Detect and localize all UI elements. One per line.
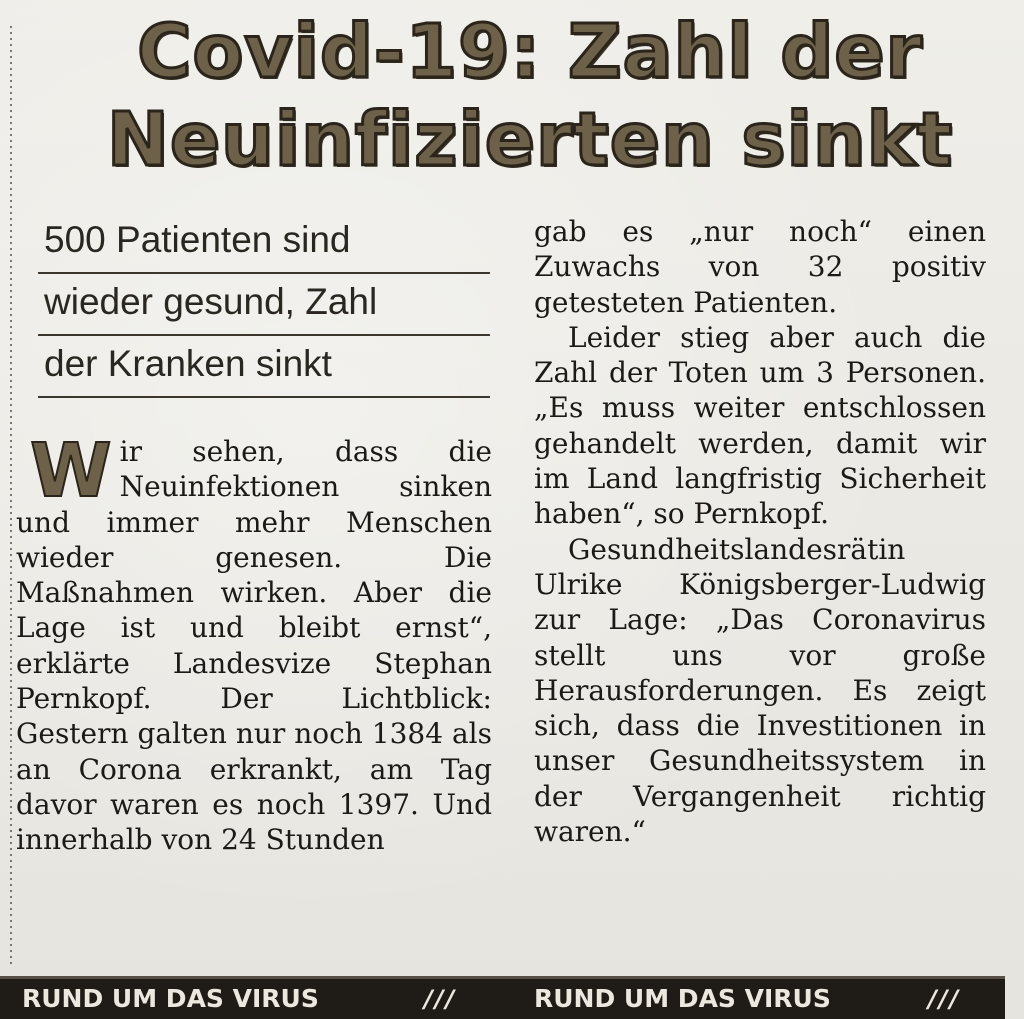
article-column-right	[534, 214, 986, 849]
article-paragraph-continued: gab es „nur noch“ einen Zuwachs von 32 positiv getesteten Patienten.	[534, 215, 986, 319]
article-paragraph-3: Gesundheitslandesrätin Ulrike Königsberger-Ludwig zur Lage: „Das Coronavirus stellt uns vor große Herausforderungen. Es zeigt sich, dass die Investitionen in unser Gesundheitssystem in der Vergangenheit richtig waren.“	[534, 532, 986, 849]
article-text-left: ir sehen, dass die Neuinfektionen sinken und immer mehr Menschen wieder genesen. Die Maßnahmen wirken. Aber die Lage ist und bleibt ernst“, erklärte Landesvize Stephan Pernkopf. Der Lichtblick: Gestern galten nur noch 1384 als an Corona erkrankt, am Tag davor waren es noch 1397. Und innerhalb von 24 Stunden	[16, 435, 492, 857]
footer-separator-2: ///	[928, 985, 961, 1013]
footer-label-1: RUND UM DAS VIRUS	[22, 984, 319, 1013]
subheadline	[38, 212, 490, 398]
subhead-line-2: wieder gesund, Zahl	[38, 274, 490, 336]
subhead-line-3: der Kranken sinkt	[38, 336, 490, 398]
section-footer-bar	[0, 976, 1005, 1019]
dotted-cut-line	[10, 24, 12, 964]
headline-line-2: Neuinfizierten sinkt	[106, 97, 954, 183]
footer-label-2: RUND UM DAS VIRUS	[534, 984, 831, 1013]
headline	[60, 8, 1000, 184]
subhead-line-1: 500 Patienten sind	[38, 212, 490, 274]
article-paragraph-2: Leider stieg aber auch die Zahl der Toten um 3 Personen. „Es muss weiter entschlossen gehandelt werden, damit wir im Land langfristig Sicherheit haben“, so Pernkopf.	[534, 320, 986, 531]
article-column-left	[16, 428, 492, 858]
headline-line-1: Covid-19: Zahl der	[137, 9, 923, 95]
drop-cap: W	[30, 428, 112, 514]
article-paragraph-1	[16, 428, 492, 858]
footer-separator-1: ///	[424, 985, 457, 1013]
